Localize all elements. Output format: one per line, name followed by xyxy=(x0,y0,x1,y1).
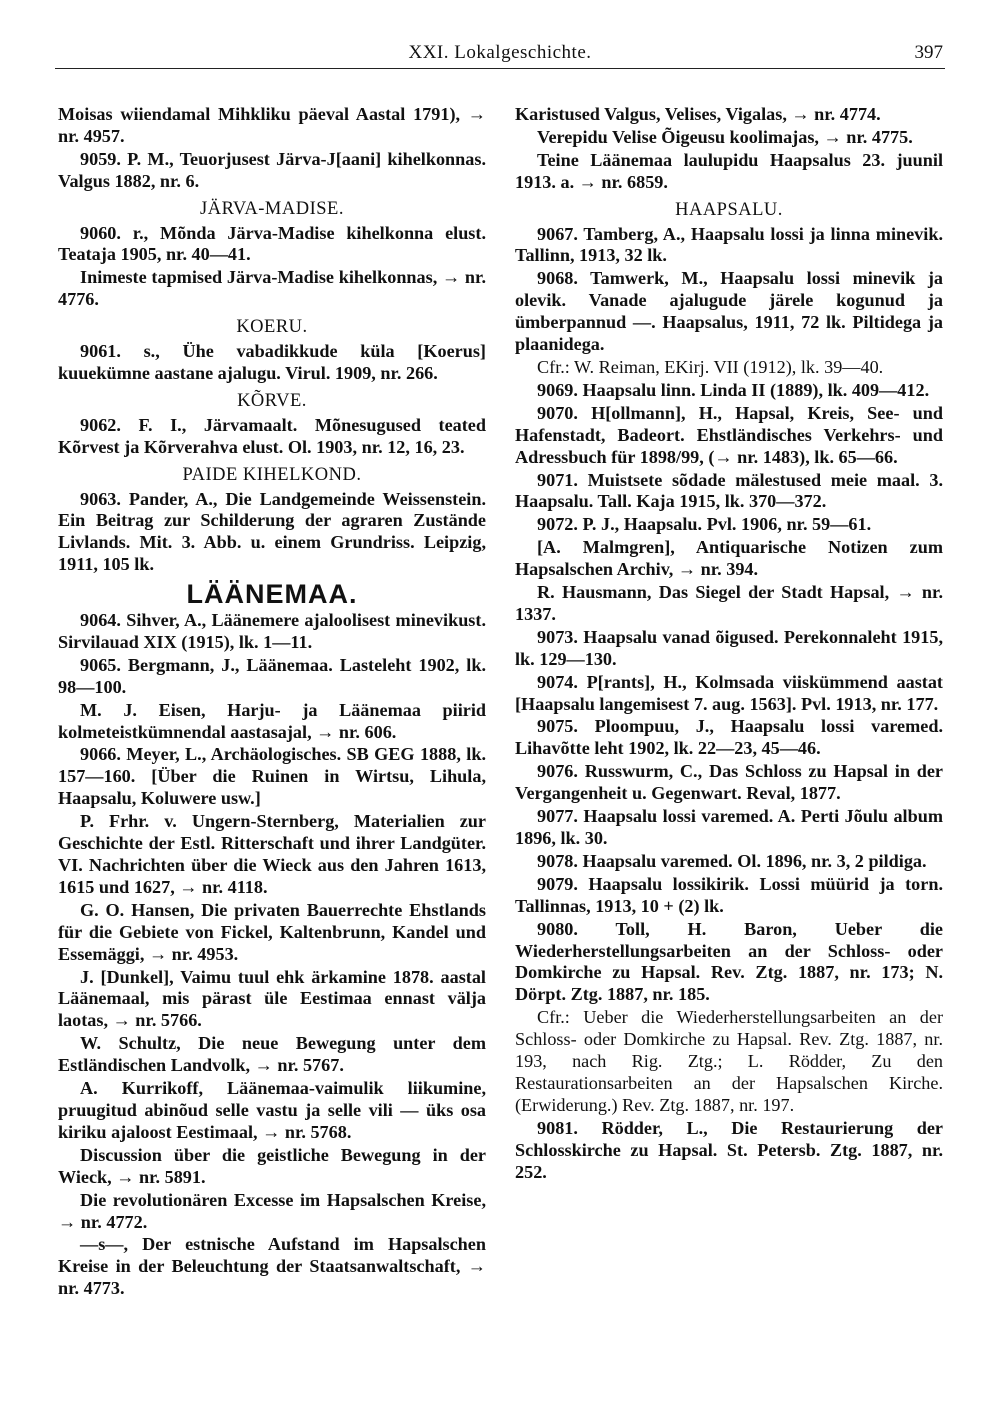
bibliography-entry: 9067. Tamberg, A., Haapsalu lossi ja linna minevik. Tallinn, 1913, 32 lk. xyxy=(515,223,943,266)
bibliography-entry: Teine Läänemaa laulupidu Haapsalus 23. juunil 1913. a. → nr. 6859. xyxy=(515,149,943,192)
bibliography-entry: 9063. Pander, A., Die Landgemeinde Weissenstein. Ein Beitrag zur Schilderung der agraren Zustände Livlands. Mit. 3. Abb. u. einem Grundriss. Leipzig, 1911, 105 lk. xyxy=(58,488,486,575)
bibliography-entry: 9066. Meyer, L., Archäologisches. SB GEG 1888, lk. 157—160. [Über die Ruinen in Wirtsu, Lihula, Haapsalu, Koluwere usw.] xyxy=(58,744,486,809)
left-column xyxy=(58,104,486,1301)
bibliography-entry: G. O. Hansen, Die privaten Bauerrechte Ehstlands für die Gebiete von Fickel, Kaltenbrunn, Kandel und Essemäggi, → nr. 4953. xyxy=(58,899,486,964)
bibliography-entry: 9079. Haapsalu lossikirik. Lossi müürid ja torn. Tallinnas, 1913, 10 + (2) lk. xyxy=(515,873,943,916)
section-heading: KÕRVE. xyxy=(237,390,307,411)
bibliography-entry: [A. Malmgren], Antiquarische Notizen zum Hapsalschen Archiv, → nr. 394. xyxy=(515,537,943,580)
bibliography-entry: Inimeste tapmised Järva-Madise kihelkonnas, → nr. 4776. xyxy=(58,267,486,310)
bibliography-entry: Die revolutionären Excesse im Hapsalschen Kreise, → nr. 4772. xyxy=(58,1189,486,1232)
bibliography-entry: W. Schultz, Die neue Bewegung unter dem Estländischen Landvolk, → nr. 5767. xyxy=(58,1033,486,1076)
bibliography-entry: 9060. r., Mõnda Järva-Madise kihelkonna elust. Teataja 1905, nr. 40—41. xyxy=(58,222,486,265)
section-heading: JÄRVA-MADISE. xyxy=(200,198,344,219)
bibliography-entry: 9074. P[rants], H., Kolmsada viiskümmend aastat [Haapsalu langemisest 7. aug. 1563]. Pvl. 1913, nr. 177. xyxy=(515,671,943,714)
bibliography-entry: P. Frhr. v. Ungern-Sternberg, Materialien zur Geschichte der Estl. Ritterschaft und ihrer Landgüter. VI. Nachrichten über die Wieck aus den Jahren 1613, 1615 und 1627, → nr. 4118. xyxy=(58,811,486,897)
bibliography-entry: 9065. Bergmann, J., Läänemaa. Lasteleht 1902, lk. 98—100. xyxy=(58,654,486,697)
bibliography-entry: 9077. Haapsalu lossi varemed. A. Perti Jõulu album 1896, lk. 30. xyxy=(515,806,943,848)
bibliography-entry: —s—, Der estnische Aufstand im Hapsalschen Kreise in der Beleuchtung der Staatsanwaltschaft, → nr. 4773. xyxy=(58,1234,486,1299)
header-rule xyxy=(55,68,945,69)
bibliography-entry: 9069. Haapsalu linn. Linda II (1889), lk. 409—412. xyxy=(537,379,930,400)
bibliography-entry: 9075. Ploompuu, J., Haapsalu lossi varemed. Lihavõtte leht 1902, lk. 22—23, 45—46. xyxy=(515,716,943,759)
bibliography-entry: M. J. Eisen, Harju- ja Läänemaa piirid kolmeteistkümnendal aastasajal, → nr. 606. xyxy=(58,699,486,742)
section-heading: PAIDE KIHELKOND. xyxy=(182,464,362,485)
bibliography-entry: 9081. Rödder, L., Die Restaurierung der Schlosskirche zu Hapsal. St. Petersb. Ztg. 1887, nr. 252. xyxy=(515,1117,943,1182)
bibliography-entry: 9076. Russwurm, C., Das Schloss zu Hapsal in der Vergangenheit u. Gegenwart. Reval, 1877. xyxy=(515,761,943,804)
bibliography-entry: J. [Dunkel], Vaimu tuul ehk ärkamine 1878. aastal Läänemaal, mis pärast üle Eestimaa ennast välja laotas, → nr. 5766. xyxy=(58,966,486,1031)
bibliography-entry: 9078. Haapsalu varemed. Ol. 1896, nr. 3, 2 pildiga. xyxy=(537,850,927,871)
bibliography-entry: Discussion über die geistliche Bewegung in der Wieck, → nr. 5891. xyxy=(58,1144,486,1187)
region-heading: LÄÄNEMAA. xyxy=(186,579,358,610)
bibliography-entry: 9073. Haapsalu vanad õigused. Perekonnaleht 1915, lk. 129—130. xyxy=(515,626,943,669)
section-heading: HAAPSALU. xyxy=(675,199,783,220)
right-column xyxy=(515,104,943,1185)
page-header xyxy=(55,38,945,68)
page-number: 397 xyxy=(914,42,943,63)
bibliography-entry: Moisas wiiendamal Mihkliku päeval Aastal 1791), → nr. 4957. xyxy=(58,104,486,146)
bibliography-entry: 9071. Muistsete sõdade mälestused meie maal. 3. Haapsalu. Tall. Kaja 1915, lk. 370—372. xyxy=(515,469,943,512)
bibliography-entry: 9061. s., Ühe vabadikkude küla [Koerus] kuuekümne aastane ajalugu. Virul. 1909, nr. 266. xyxy=(58,341,486,383)
bibliography-entry: R. Hausmann, Das Siegel der Stadt Hapsal, → nr. 1337. xyxy=(515,582,943,624)
bibliography-entry: Cfr.: W. Reiman, EKirj. VII (1912), lk. 39—40. xyxy=(537,356,884,377)
bibliography-entry: 9068. Tamwerk, M., Haapsalu lossi minevik ja olevik. Vanade ajalugude järele kogunud ja ümberpannud —. Haapsalus, 1911, 72 lk. Piltidega ja plaanidega. xyxy=(515,268,943,355)
bibliography-entry: 9080. Toll, H. Baron, Ueber die Wiederherstellungsarbeiten an der Schloss- oder Domkirche zu Hapsal. Rev. Ztg. 1887, nr. 173; N. Dörpt. Ztg. 1887, nr. 185. xyxy=(515,918,943,1005)
running-title: XXI. Lokalgeschichte. xyxy=(408,42,592,63)
bibliography-entry: Karistused Valgus, Velises, Vigalas, → nr. 4774. xyxy=(515,104,881,124)
bibliography-entry: 9059. P. M., Teuorjusest Järva-J[aani] kihelkonnas. Valgus 1882, nr. 6. xyxy=(58,148,486,191)
bibliography-entry: 9070. H[ollmann], H., Hapsal, Kreis, See- und Hafenstadt, Badeort. Ehstländisches Verkehrs- und Adressbuch für 1898/99, (→ nr. 1483), lk. 65—66. xyxy=(515,402,943,467)
bibliography-entry: A. Kurrikoff, Läänemaa-vaimulik liikumine, pruugitud abinõud selle vastu ja selle vili — üks osa kiriku ajaloost Eestimaal, → nr. 5768. xyxy=(58,1078,486,1142)
bibliography-entry: 9064. Sihver, A., Läänemere ajaloolisest minevikust. Sirvilauad XIX (1915), lk. 1—11. xyxy=(58,610,486,652)
bibliography-entry: Cfr.: Ueber die Wiederherstellungsarbeiten an der Schloss- oder Domkirche zu Hapsal. Rev. Ztg. 1887, nr. 193, nach Rig. Ztg.; L. Rödder, Zu den Restaurationsarbeiten an der Hapsalschen Kirche. (Erwiderung.) Rev. Ztg. 1887, nr. 197. xyxy=(515,1007,943,1115)
section-heading: KOERU. xyxy=(236,317,308,338)
bibliography-entry: Verepidu Velise Õigeusu koolimajas, → nr. 4775. xyxy=(537,126,913,147)
bibliography-entry: 9062. F. I., Järvamaalt. Mõnesugused teated Kõrvest ja Kõrverahva elust. Ol. 1903, nr. 12, 16, 23. xyxy=(58,414,486,457)
bibliography-entry: 9072. P. J., Haapsalu. Pvl. 1906, nr. 59—61. xyxy=(537,514,872,535)
